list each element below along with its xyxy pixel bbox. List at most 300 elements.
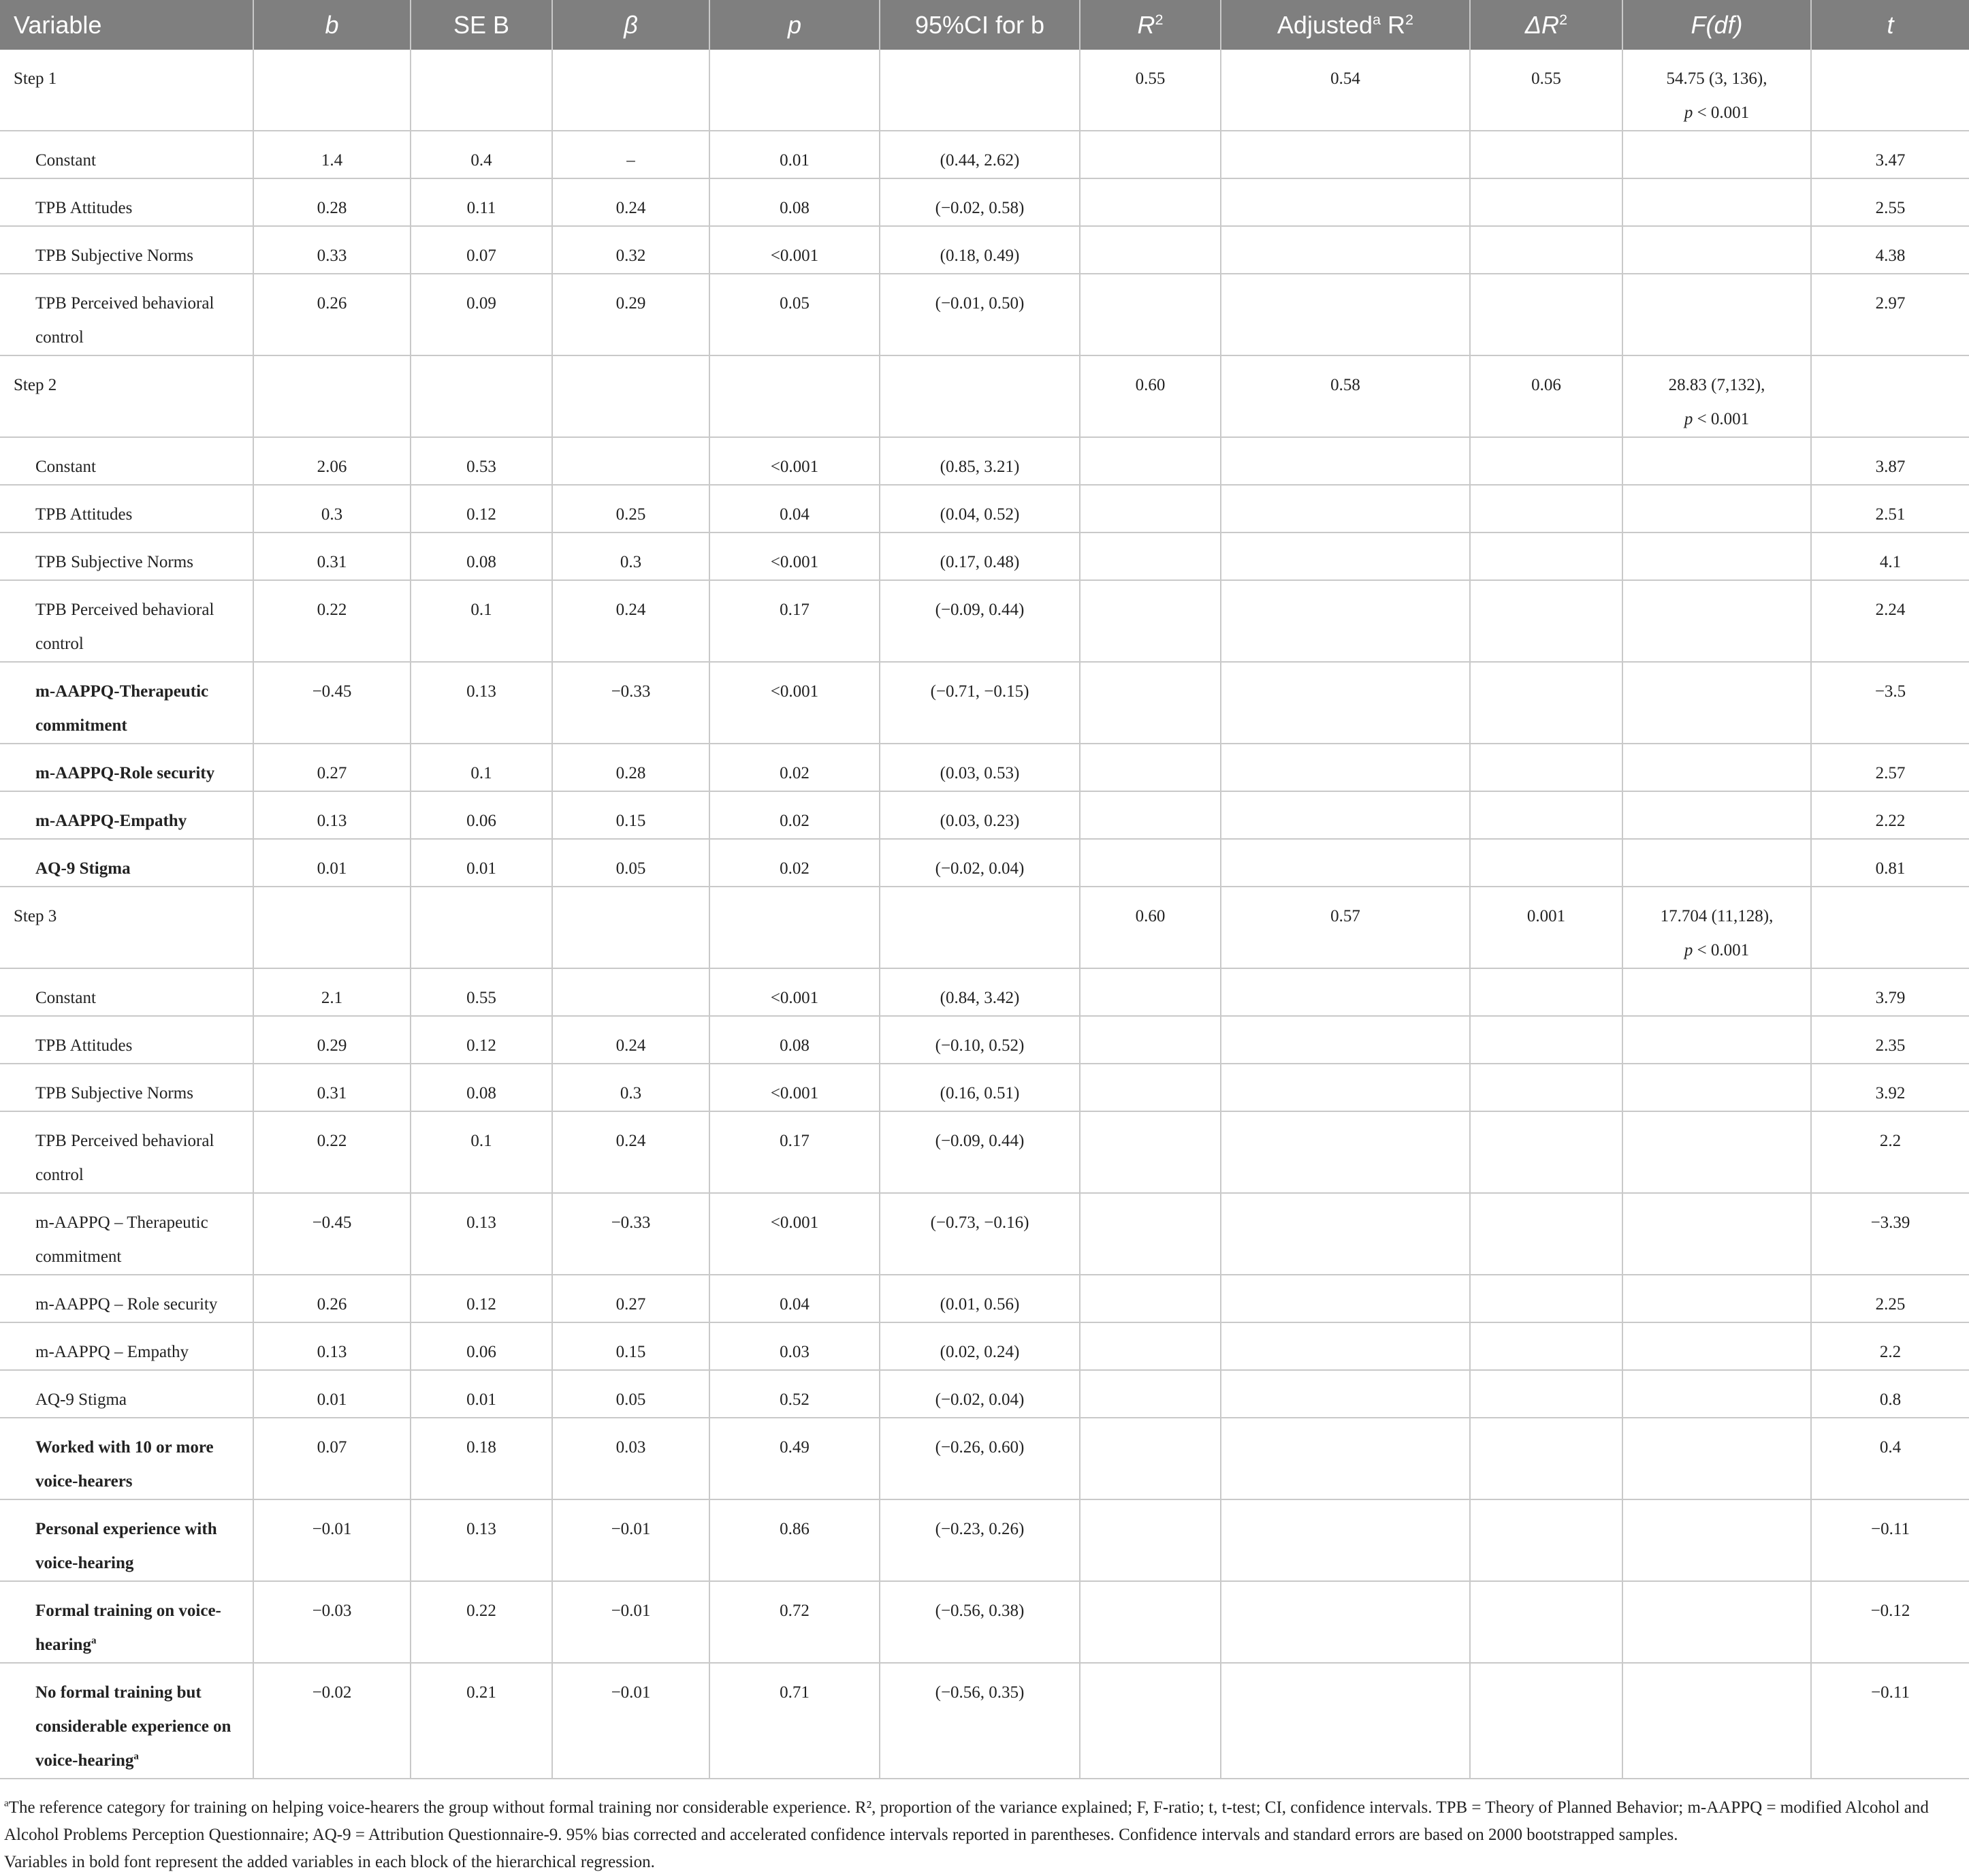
cell-beta: −0.01 <box>552 1581 709 1663</box>
cell-ci: (0.84, 3.42) <box>880 968 1080 1016</box>
variable-label: TPB Perceived behavioral control <box>35 294 214 347</box>
cell-adjusted-r2 <box>1221 1016 1470 1064</box>
cell-p: 0.72 <box>709 1581 880 1663</box>
cell-adjusted-r2 <box>1221 580 1470 662</box>
cell-r2: 0.60 <box>1080 355 1221 437</box>
cell-variable <box>0 1499 253 1581</box>
cell-b: −0.45 <box>253 1193 411 1275</box>
cell-p: 0.17 <box>709 580 880 662</box>
cell-t <box>1811 887 1969 968</box>
cell-variable <box>0 1193 253 1275</box>
cell-r2 <box>1080 437 1221 485</box>
cell-ci: (−0.09, 0.44) <box>880 1111 1080 1193</box>
cell-variable <box>0 1016 253 1064</box>
cell-delta-r2 <box>1470 1581 1622 1663</box>
cell-ci: (−0.02, 0.04) <box>880 1370 1080 1418</box>
cell-adjusted-r2 <box>1221 1370 1470 1418</box>
cell-variable <box>0 1581 253 1663</box>
cell-f-df <box>1622 1663 1811 1779</box>
footnote-line-1 <box>4 1794 1965 1849</box>
header-adjusted-r: R <box>1381 10 1406 39</box>
cell-t: 0.8 <box>1811 1370 1969 1418</box>
variable-footnote-mark: a <box>133 1751 139 1762</box>
cell-delta-r2 <box>1470 1663 1622 1779</box>
cell-ci: (−0.23, 0.26) <box>880 1499 1080 1581</box>
cell-adjusted-r2 <box>1221 1275 1470 1322</box>
cell-p: <0.001 <box>709 532 880 580</box>
cell-se-b: 0.1 <box>411 580 552 662</box>
cell-t: 0.81 <box>1811 839 1969 887</box>
header-se-b: SE B <box>411 0 552 50</box>
cell-se-b: 0.1 <box>411 744 552 791</box>
cell-adjusted-r2 <box>1221 1499 1470 1581</box>
table-row <box>0 1111 1969 1193</box>
variable-label: TPB Perceived behavioral control <box>35 1132 214 1184</box>
cell-se-b: 0.18 <box>411 1418 552 1499</box>
cell-t: 2.22 <box>1811 791 1969 839</box>
cell-adjusted-r2: 0.57 <box>1221 887 1470 968</box>
cell-beta: 0.24 <box>552 1111 709 1193</box>
cell-p: <0.001 <box>709 662 880 744</box>
header-row <box>0 0 1969 50</box>
cell-delta-r2 <box>1470 580 1622 662</box>
cell-ci: (−0.26, 0.60) <box>880 1418 1080 1499</box>
cell-p: 0.02 <box>709 744 880 791</box>
variable-label: m-AAPPQ – Empathy <box>35 1343 189 1361</box>
cell-f-df <box>1622 662 1811 744</box>
cell-delta-r2 <box>1470 485 1622 532</box>
table-row <box>0 1663 1969 1779</box>
cell-p: 0.71 <box>709 1663 880 1779</box>
cell-variable <box>0 131 253 178</box>
cell-se-b <box>411 50 552 131</box>
cell-b: −0.03 <box>253 1581 411 1663</box>
cell-f-df <box>1622 1111 1811 1193</box>
cell-ci: (−0.56, 0.38) <box>880 1581 1080 1663</box>
cell-b: 1.4 <box>253 131 411 178</box>
cell-delta-r2 <box>1470 274 1622 355</box>
cell-b: 0.13 <box>253 791 411 839</box>
cell-b: 2.1 <box>253 968 411 1016</box>
cell-p: 0.05 <box>709 274 880 355</box>
cell-beta: 0.3 <box>552 1064 709 1111</box>
cell-b: 0.01 <box>253 1370 411 1418</box>
cell-adjusted-r2 <box>1221 532 1470 580</box>
cell-p: 0.08 <box>709 178 880 226</box>
cell-se-b: 0.08 <box>411 1064 552 1111</box>
cell-delta-r2 <box>1470 1193 1622 1275</box>
cell-ci <box>880 887 1080 968</box>
cell-p: 0.52 <box>709 1370 880 1418</box>
cell-t: 4.38 <box>1811 226 1969 274</box>
header-delta-r2-sup: 2 <box>1559 10 1568 28</box>
variable-label: Step 1 <box>14 69 57 88</box>
f-p-value: < 0.001 <box>1693 410 1750 428</box>
header-adjusted-sup: a <box>1373 10 1381 28</box>
cell-b: 0.28 <box>253 178 411 226</box>
f-statistic: 54.75 (3, 136), <box>1666 69 1767 88</box>
cell-variable <box>0 355 253 437</box>
f-p-value: < 0.001 <box>1693 941 1750 959</box>
cell-t: 2.2 <box>1811 1322 1969 1370</box>
cell-p: <0.001 <box>709 1193 880 1275</box>
cell-f-df <box>1622 532 1811 580</box>
cell-variable <box>0 274 253 355</box>
cell-t: 3.92 <box>1811 1064 1969 1111</box>
cell-variable <box>0 532 253 580</box>
cell-ci: (−0.56, 0.35) <box>880 1663 1080 1779</box>
table-row <box>0 1581 1969 1663</box>
cell-ci: (0.44, 2.62) <box>880 131 1080 178</box>
cell-delta-r2: 0.001 <box>1470 887 1622 968</box>
cell-f-df <box>1622 1064 1811 1111</box>
cell-ci: (−0.09, 0.44) <box>880 580 1080 662</box>
cell-f-df <box>1622 1275 1811 1322</box>
cell-r2 <box>1080 1111 1221 1193</box>
cell-delta-r2 <box>1470 1064 1622 1111</box>
cell-delta-r2 <box>1470 1275 1622 1322</box>
cell-p: 0.08 <box>709 1016 880 1064</box>
cell-t: −0.11 <box>1811 1663 1969 1779</box>
cell-variable <box>0 178 253 226</box>
cell-r2 <box>1080 131 1221 178</box>
f-p-label: p <box>1684 104 1693 122</box>
cell-t: 2.24 <box>1811 580 1969 662</box>
cell-r2 <box>1080 662 1221 744</box>
cell-beta: 0.27 <box>552 1275 709 1322</box>
cell-delta-r2 <box>1470 1370 1622 1418</box>
cell-beta: 0.05 <box>552 839 709 887</box>
cell-p: 0.01 <box>709 131 880 178</box>
cell-b: 0.3 <box>253 485 411 532</box>
cell-f-df <box>1622 274 1811 355</box>
cell-beta: 0.15 <box>552 1322 709 1370</box>
cell-beta: 0.24 <box>552 1016 709 1064</box>
cell-adjusted-r2 <box>1221 437 1470 485</box>
cell-delta-r2 <box>1470 744 1622 791</box>
cell-delta-r2 <box>1470 791 1622 839</box>
cell-f-df <box>1622 226 1811 274</box>
cell-t: 2.55 <box>1811 178 1969 226</box>
variable-label: TPB Attitudes <box>35 505 133 524</box>
cell-t: 2.35 <box>1811 1016 1969 1064</box>
variable-label: m-AAPPQ-Empathy <box>35 812 187 830</box>
cell-p: 0.04 <box>709 485 880 532</box>
cell-f-df <box>1622 744 1811 791</box>
cell-se-b: 0.1 <box>411 1111 552 1193</box>
cell-p: 0.86 <box>709 1499 880 1581</box>
cell-t: 3.87 <box>1811 437 1969 485</box>
cell-variable <box>0 744 253 791</box>
cell-delta-r2 <box>1470 839 1622 887</box>
cell-se-b: 0.01 <box>411 839 552 887</box>
cell-r2 <box>1080 1322 1221 1370</box>
f-statistic: 28.83 (7,132), <box>1668 376 1765 394</box>
step-row <box>0 887 1969 968</box>
cell-variable <box>0 887 253 968</box>
cell-p <box>709 355 880 437</box>
f-p-label: p <box>1684 410 1693 428</box>
variable-label: TPB Subjective Norms <box>35 1084 193 1102</box>
cell-variable <box>0 1064 253 1111</box>
cell-adjusted-r2 <box>1221 485 1470 532</box>
cell-t: 3.79 <box>1811 968 1969 1016</box>
variable-label: Personal experience with voice-hearing <box>35 1520 217 1572</box>
header-r2-label: R <box>1137 10 1155 39</box>
cell-beta <box>552 887 709 968</box>
cell-variable <box>0 791 253 839</box>
cell-beta: 0.29 <box>552 274 709 355</box>
cell-b: 0.26 <box>253 1275 411 1322</box>
cell-f-df <box>1622 485 1811 532</box>
cell-variable <box>0 968 253 1016</box>
cell-t: −0.12 <box>1811 1581 1969 1663</box>
variable-label: TPB Perceived behavioral control <box>35 601 214 653</box>
f-p-value: < 0.001 <box>1693 104 1750 122</box>
step-row <box>0 355 1969 437</box>
cell-b: 0.13 <box>253 1322 411 1370</box>
cell-adjusted-r2 <box>1221 1193 1470 1275</box>
cell-ci: (0.03, 0.53) <box>880 744 1080 791</box>
cell-ci <box>880 355 1080 437</box>
cell-variable <box>0 437 253 485</box>
cell-se-b: 0.21 <box>411 1663 552 1779</box>
cell-se-b <box>411 355 552 437</box>
cell-variable <box>0 1322 253 1370</box>
header-t: t <box>1811 0 1969 50</box>
cell-variable <box>0 1275 253 1322</box>
cell-beta: 0.3 <box>552 532 709 580</box>
cell-f-df <box>1622 580 1811 662</box>
cell-b: −0.02 <box>253 1663 411 1779</box>
header-r2 <box>1080 0 1221 50</box>
cell-ci: (−0.73, −0.16) <box>880 1193 1080 1275</box>
table-row <box>0 839 1969 887</box>
table-row <box>0 131 1969 178</box>
cell-r2 <box>1080 1418 1221 1499</box>
table-row <box>0 1418 1969 1499</box>
variable-label: TPB Attitudes <box>35 1036 133 1055</box>
cell-ci: (0.03, 0.23) <box>880 791 1080 839</box>
cell-variable <box>0 580 253 662</box>
cell-p: 0.02 <box>709 839 880 887</box>
cell-f-df <box>1622 1193 1811 1275</box>
cell-p <box>709 887 880 968</box>
cell-delta-r2 <box>1470 437 1622 485</box>
cell-f-df <box>1622 1016 1811 1064</box>
cell-r2 <box>1080 1370 1221 1418</box>
cell-p: 0.49 <box>709 1418 880 1499</box>
cell-delta-r2 <box>1470 131 1622 178</box>
cell-adjusted-r2 <box>1221 1064 1470 1111</box>
cell-p: <0.001 <box>709 1064 880 1111</box>
cell-ci: (0.17, 0.48) <box>880 532 1080 580</box>
cell-p: <0.001 <box>709 226 880 274</box>
cell-se-b: 0.12 <box>411 1016 552 1064</box>
cell-b: 0.22 <box>253 1111 411 1193</box>
cell-delta-r2: 0.55 <box>1470 50 1622 131</box>
cell-b <box>253 355 411 437</box>
header-delta-r2 <box>1470 0 1622 50</box>
header-ci: 95%CI for b <box>880 0 1080 50</box>
cell-t: 2.2 <box>1811 1111 1969 1193</box>
header-df-label: df <box>1714 10 1735 39</box>
cell-r2 <box>1080 968 1221 1016</box>
table-body <box>0 50 1969 1779</box>
cell-adjusted-r2: 0.58 <box>1221 355 1470 437</box>
variable-label: m-AAPPQ-Role security <box>35 764 215 782</box>
cell-ci: (−0.10, 0.52) <box>880 1016 1080 1064</box>
cell-t: −0.11 <box>1811 1499 1969 1581</box>
cell-f-df <box>1622 887 1811 968</box>
cell-beta: 0.03 <box>552 1418 709 1499</box>
cell-r2 <box>1080 791 1221 839</box>
cell-t: 4.1 <box>1811 532 1969 580</box>
header-delta-r2-label: ΔR <box>1524 10 1560 39</box>
cell-adjusted-r2 <box>1221 1111 1470 1193</box>
cell-adjusted-r2: 0.54 <box>1221 50 1470 131</box>
cell-se-b: 0.13 <box>411 662 552 744</box>
cell-ci: (0.04, 0.52) <box>880 485 1080 532</box>
variable-label: TPB Subjective Norms <box>35 553 193 571</box>
header-adjusted-label: Adjusted <box>1277 10 1373 39</box>
cell-ci: (0.85, 3.21) <box>880 437 1080 485</box>
cell-adjusted-r2 <box>1221 1581 1470 1663</box>
cell-r2 <box>1080 1064 1221 1111</box>
cell-adjusted-r2 <box>1221 662 1470 744</box>
cell-se-b: 0.12 <box>411 1275 552 1322</box>
cell-beta: 0.15 <box>552 791 709 839</box>
cell-ci: (0.01, 0.56) <box>880 1275 1080 1322</box>
cell-b: 0.33 <box>253 226 411 274</box>
cell-r2 <box>1080 580 1221 662</box>
cell-b: 0.26 <box>253 274 411 355</box>
cell-f-df <box>1622 1581 1811 1663</box>
cell-beta: −0.33 <box>552 662 709 744</box>
variable-label: AQ-9 Stigma <box>35 1390 127 1409</box>
cell-b: 0.27 <box>253 744 411 791</box>
table-row <box>0 1016 1969 1064</box>
cell-se-b: 0.53 <box>411 437 552 485</box>
cell-t: 2.57 <box>1811 744 1969 791</box>
cell-t <box>1811 50 1969 131</box>
cell-delta-r2 <box>1470 1499 1622 1581</box>
header-f-df <box>1622 0 1811 50</box>
cell-adjusted-r2 <box>1221 968 1470 1016</box>
cell-f-df <box>1622 968 1811 1016</box>
variable-label: AQ-9 Stigma <box>35 859 131 878</box>
cell-r2 <box>1080 1275 1221 1322</box>
cell-f-df <box>1622 178 1811 226</box>
table-row <box>0 662 1969 744</box>
cell-se-b: 0.06 <box>411 1322 552 1370</box>
variable-label: Step 3 <box>14 907 57 925</box>
cell-se-b: 0.22 <box>411 1581 552 1663</box>
cell-f-df <box>1622 1370 1811 1418</box>
table-row <box>0 178 1969 226</box>
cell-adjusted-r2 <box>1221 1418 1470 1499</box>
variable-label: m-AAPPQ – Role security <box>35 1295 218 1314</box>
cell-beta: 0.24 <box>552 178 709 226</box>
cell-beta: 0.24 <box>552 580 709 662</box>
variable-label: Formal training on voice-hearing <box>35 1602 221 1654</box>
cell-b: 0.31 <box>253 1064 411 1111</box>
cell-t: −3.5 <box>1811 662 1969 744</box>
cell-se-b <box>411 887 552 968</box>
cell-r2 <box>1080 178 1221 226</box>
cell-variable <box>0 1663 253 1779</box>
cell-r2 <box>1080 1193 1221 1275</box>
variable-label: Worked with 10 or more voice-hearers <box>35 1438 214 1491</box>
footnote-sup: a <box>4 1798 9 1809</box>
cell-delta-r2 <box>1470 968 1622 1016</box>
cell-ci: (0.18, 0.49) <box>880 226 1080 274</box>
cell-p: 0.03 <box>709 1322 880 1370</box>
cell-delta-r2 <box>1470 178 1622 226</box>
cell-adjusted-r2 <box>1221 226 1470 274</box>
cell-delta-r2 <box>1470 662 1622 744</box>
cell-r2 <box>1080 839 1221 887</box>
cell-adjusted-r2 <box>1221 274 1470 355</box>
cell-r2 <box>1080 485 1221 532</box>
cell-variable <box>0 1418 253 1499</box>
cell-adjusted-r2 <box>1221 791 1470 839</box>
f-p-label: p <box>1684 941 1693 959</box>
cell-beta: −0.01 <box>552 1663 709 1779</box>
variable-label: m-AAPPQ – Therapeutic commitment <box>35 1213 208 1266</box>
variable-label: TPB Attitudes <box>35 199 133 217</box>
table-footnote <box>0 1794 1965 1876</box>
cell-ci: (−0.01, 0.50) <box>880 274 1080 355</box>
table-row <box>0 744 1969 791</box>
cell-variable <box>0 50 253 131</box>
cell-ci: (0.02, 0.24) <box>880 1322 1080 1370</box>
cell-beta: −0.01 <box>552 1499 709 1581</box>
cell-adjusted-r2 <box>1221 1322 1470 1370</box>
cell-p: 0.02 <box>709 791 880 839</box>
cell-delta-r2 <box>1470 1418 1622 1499</box>
cell-delta-r2 <box>1470 1322 1622 1370</box>
cell-b <box>253 50 411 131</box>
cell-f-df <box>1622 791 1811 839</box>
cell-beta: 0.05 <box>552 1370 709 1418</box>
cell-p: <0.001 <box>709 437 880 485</box>
cell-t <box>1811 355 1969 437</box>
cell-f-df <box>1622 437 1811 485</box>
cell-f-df <box>1622 131 1811 178</box>
cell-ci: (0.16, 0.51) <box>880 1064 1080 1111</box>
cell-delta-r2 <box>1470 1111 1622 1193</box>
variable-label: Step 2 <box>14 376 57 394</box>
cell-delta-r2: 0.06 <box>1470 355 1622 437</box>
cell-p <box>709 50 880 131</box>
cell-r2 <box>1080 274 1221 355</box>
cell-r2: 0.60 <box>1080 887 1221 968</box>
table-row <box>0 1499 1969 1581</box>
cell-beta <box>552 355 709 437</box>
cell-variable <box>0 1111 253 1193</box>
cell-ci: (−0.02, 0.58) <box>880 178 1080 226</box>
cell-b: 0.07 <box>253 1418 411 1499</box>
header-beta: β <box>552 0 709 50</box>
table-row <box>0 532 1969 580</box>
cell-r2 <box>1080 532 1221 580</box>
cell-r2 <box>1080 744 1221 791</box>
table-row <box>0 485 1969 532</box>
header-adjusted-r-sup: 2 <box>1405 10 1414 28</box>
variable-label: Constant <box>35 989 96 1007</box>
f-statistic: 17.704 (11,128), <box>1660 907 1774 925</box>
